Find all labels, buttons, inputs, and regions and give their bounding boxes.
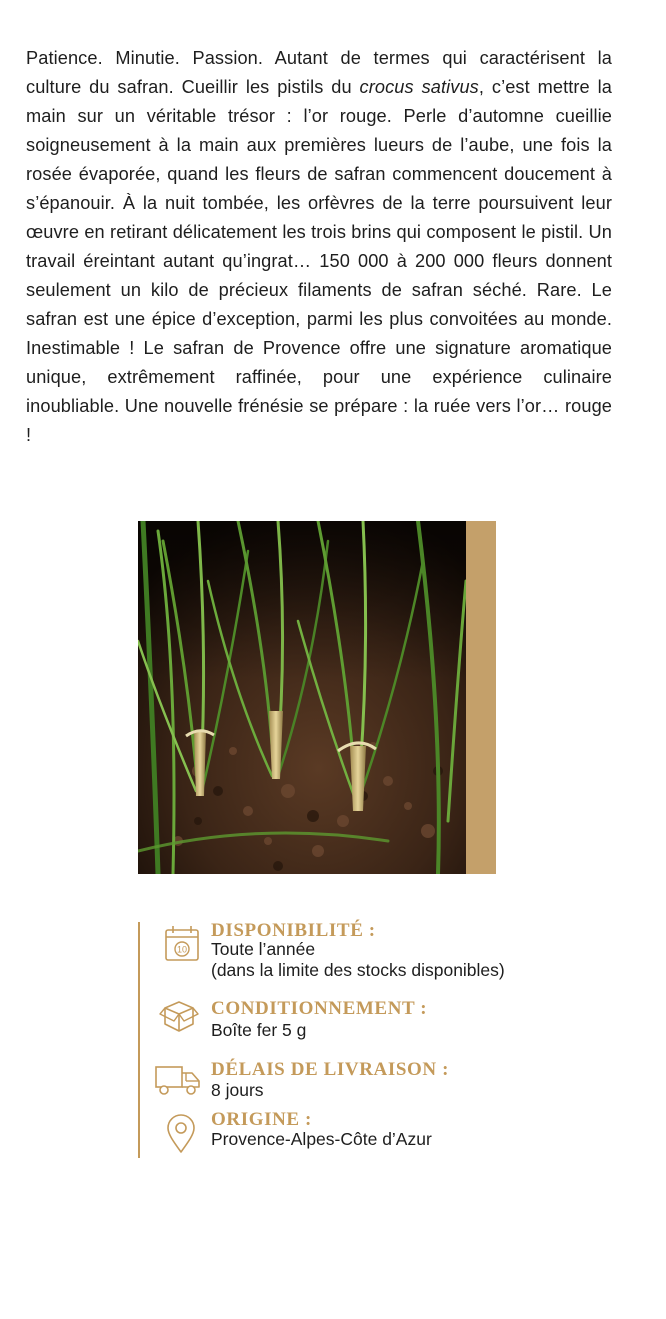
box-icon [159,994,199,1034]
svg-text:10: 10 [176,944,188,955]
delivery-section [140,1057,608,1112]
truck-icon [154,1059,202,1099]
location-pin-icon [164,1114,198,1154]
intro-text-start: Patience. Minutie. Passion. Autant de termes qui caractérisent la culture du safran. Cueillir les pistils du [26,48,612,97]
packaging-value: Boîte fer 5 g [211,1020,307,1040]
delivery-title: DÉLAIS DE LIVRAISON : [211,1059,450,1080]
intro-text-italic: crocus sativus [359,77,479,97]
gold-accent-band [466,521,496,874]
calendar-icon [162,924,202,964]
delivery-value: 8 jours [211,1080,264,1100]
availability-title: DISPONIBILITÉ : [211,920,376,941]
intro-paragraph [26,44,612,450]
saffron-photo-block [138,521,496,874]
intro-text-end: , c’est mettre la main sur un véritable trésor : l’or rouge. Perle d’automne cueillie soigneusement à la main aux premières lueurs de l’aube, une fois la rosée évaporée, quand les fleurs de safran commencent doucement à s’épanouir. À la nuit tombée, les orfèvres de la terre poursuivent leur œuvre en retirant délicatement les trois brins qui composent le pistil. Un travail éreintant autant qu’ingrat… 150 000 à 200 000 fleurs donnent seulement un kilo de précieux filaments de safran séché. Rare. Le safran est une épice d’exception, parmi les plus convoitées au monde. Inestimable ! Le safran de Provence offre une signature aromatique unique, extrêmement raffinée, pour une expérience culinaire inoubliable. Une nouvelle frénésie se prépare : la ruée vers l’or… rouge ! [26,77,612,445]
product-info-panel [138,922,610,1158]
saffron-plants-photo [138,521,466,874]
packaging-title: CONDITIONNEMENT : [211,998,428,1019]
availability-section [140,922,608,992]
origin-value: Provence-Alpes-Côte d’Azur [211,1129,432,1149]
availability-note: (dans la limite des stocks disponibles) [211,960,505,980]
packaging-section [140,994,608,1049]
availability-value: Toute l’année [211,939,316,959]
origin-section [140,1109,608,1162]
origin-title: ORIGINE : [211,1109,312,1130]
